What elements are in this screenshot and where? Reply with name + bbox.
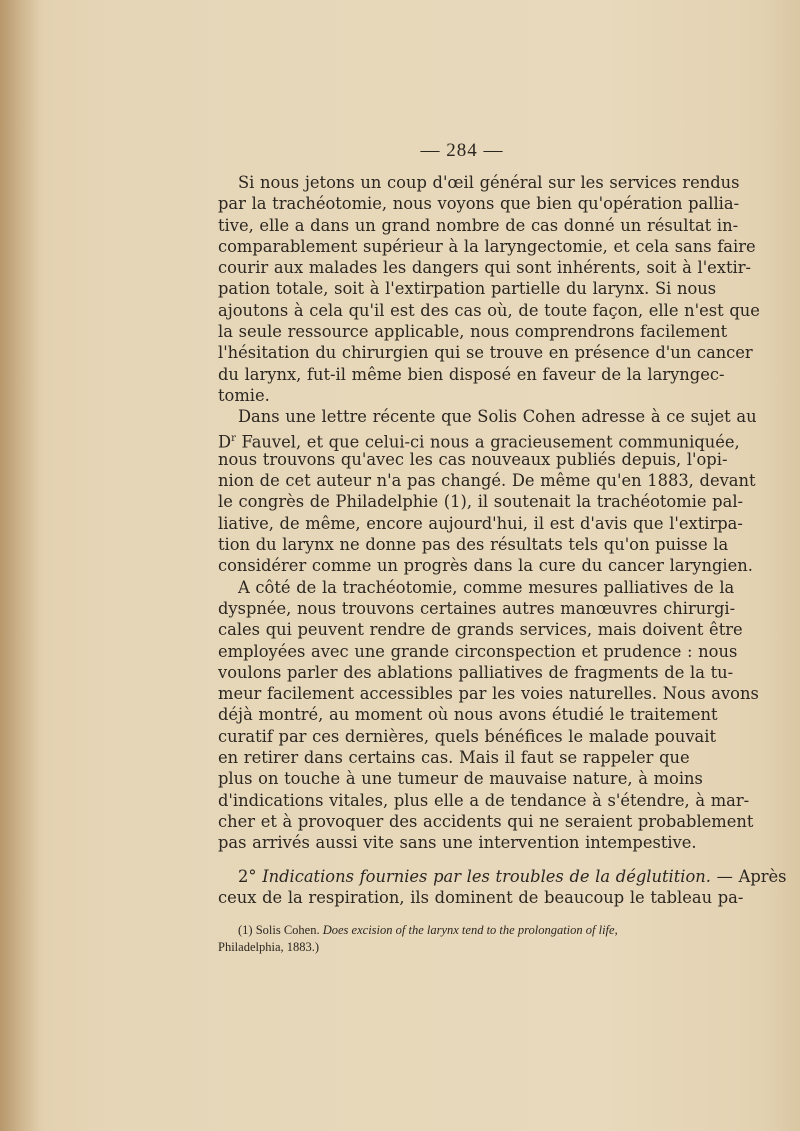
text-line: meur facilement accessibles par les voies naturelles. Nous avons: [218, 684, 759, 704]
text-line: en retirer dans certains cas. Mais il faut se rappeler que: [218, 748, 690, 768]
dr-superscript: r: [231, 432, 236, 444]
text-line: nion de cet auteur n'a pas changé. De même qu'en 1883, devant: [218, 471, 756, 491]
text-line: tomie.: [218, 385, 270, 405]
text-line: tion du larynx ne donne pas des résultats tels qu'on puisse la: [218, 535, 729, 555]
text-line: ceux de la respiration, ils dominent de beaucoup le tableau pa-: [218, 887, 744, 907]
text-line: pas arrivés aussi vite sans une intervention intempestive.: [218, 833, 697, 853]
section-heading-line: [218, 866, 787, 887]
footnote-author: Solis Cohen.: [255, 923, 320, 938]
paragraph-2: [218, 406, 757, 576]
section-paragraph: [218, 866, 787, 909]
dr-prefix: D: [218, 431, 232, 451]
footnote-title: Does excision of the larynx tend to the prolongation of life,: [322, 923, 618, 938]
text-line: considérer comme un progrès dans la cure du cancer laryngien.: [218, 556, 753, 576]
text-line: comparablement supérieur à la laryngectomie, et cela sans faire: [218, 236, 756, 256]
text-line: plus on touche à une tumeur de mauvaise nature, à moins: [218, 769, 703, 789]
text-line: employées avec une grande circonspection et prudence : nous: [218, 641, 738, 661]
paragraph-3: [218, 577, 759, 854]
section-dash: —: [710, 866, 739, 886]
text-line-rest: Fauvel, et que celui-ci nous a gracieusement communiquée,: [241, 431, 740, 451]
paragraph-1: [218, 172, 760, 406]
section-number: 2°: [238, 866, 257, 886]
text-line: ajoutons à cela qu'il est des cas où, de toute façon, elle n'est que: [218, 300, 760, 320]
text-line: Si nous jetons un coup d'œil général sur les services rendus: [238, 173, 740, 192]
text-block: [218, 140, 787, 956]
text-line: d'indications vitales, plus elle a de tendance à s'étendre, à mar-: [218, 790, 750, 810]
text-line: courir aux malades les dangers qui sont inhérents, soit à l'extir-: [218, 258, 752, 278]
text-line: déjà montré, au moment où nous avons étudié le traitement: [218, 705, 718, 725]
text-line: A côté de la trachéotomie, comme mesures palliatives de la: [238, 577, 735, 597]
section-first-line-rest: Après: [738, 866, 787, 886]
text-line: nous trouvons qu'avec les cas nouveaux publiés depuis, l'opi-: [218, 449, 728, 469]
page-edge-shadow: [0, 0, 40, 1131]
text-line: liative, de même, encore aujourd'hui, il est d'avis que l'extirpa-: [218, 513, 743, 533]
footnote-line-1: [218, 922, 686, 939]
footnote-marker: (1): [238, 923, 253, 938]
page-number: — 284 —: [420, 140, 504, 161]
text-line: pation totale, soit à l'extirpation partielle du larynx. Si nous: [218, 279, 717, 299]
text-line: l'hésitation du chirurgien qui se trouve en présence d'un cancer: [218, 343, 753, 363]
text-line: par la trachéotomie, nous voyons que bien qu'opération pallia-: [218, 194, 740, 214]
text-line: du larynx, fut-il même bien disposé en faveur de la laryngec-: [218, 364, 725, 384]
text-line: la seule ressource applicable, nous comprendrons facilement: [218, 322, 728, 342]
text-line: tive, elle a dans un grand nombre de cas donné un résultat in-: [218, 215, 739, 235]
text-line: cales qui peuvent rendre de grands services, mais doivent être: [218, 620, 743, 640]
footnote-line-2: Philadelphia, 1883.): [218, 940, 320, 955]
text-line-doctor: [218, 428, 740, 451]
text-line: cher et à provoquer des accidents qui ne seraient probablement: [218, 811, 754, 831]
footnote: [218, 922, 686, 956]
text-line: Dans une lettre récente que Solis Cohen adresse à ce sujet au: [238, 407, 757, 427]
text-line: dyspnée, nous trouvons certaines autres manœuvres chirurgi-: [218, 598, 736, 618]
text-line: curatif par ces dernières, quels bénéfices le malade pouvait: [218, 726, 716, 746]
text-line: le congrès de Philadelphie (1), il soutenait la trachéotomie pal-: [218, 492, 744, 512]
text-line: voulons parler des ablations palliatives de fragments de la tu-: [218, 662, 734, 682]
section-title: Indications fournies par les troubles de la déglutition.: [262, 866, 711, 886]
